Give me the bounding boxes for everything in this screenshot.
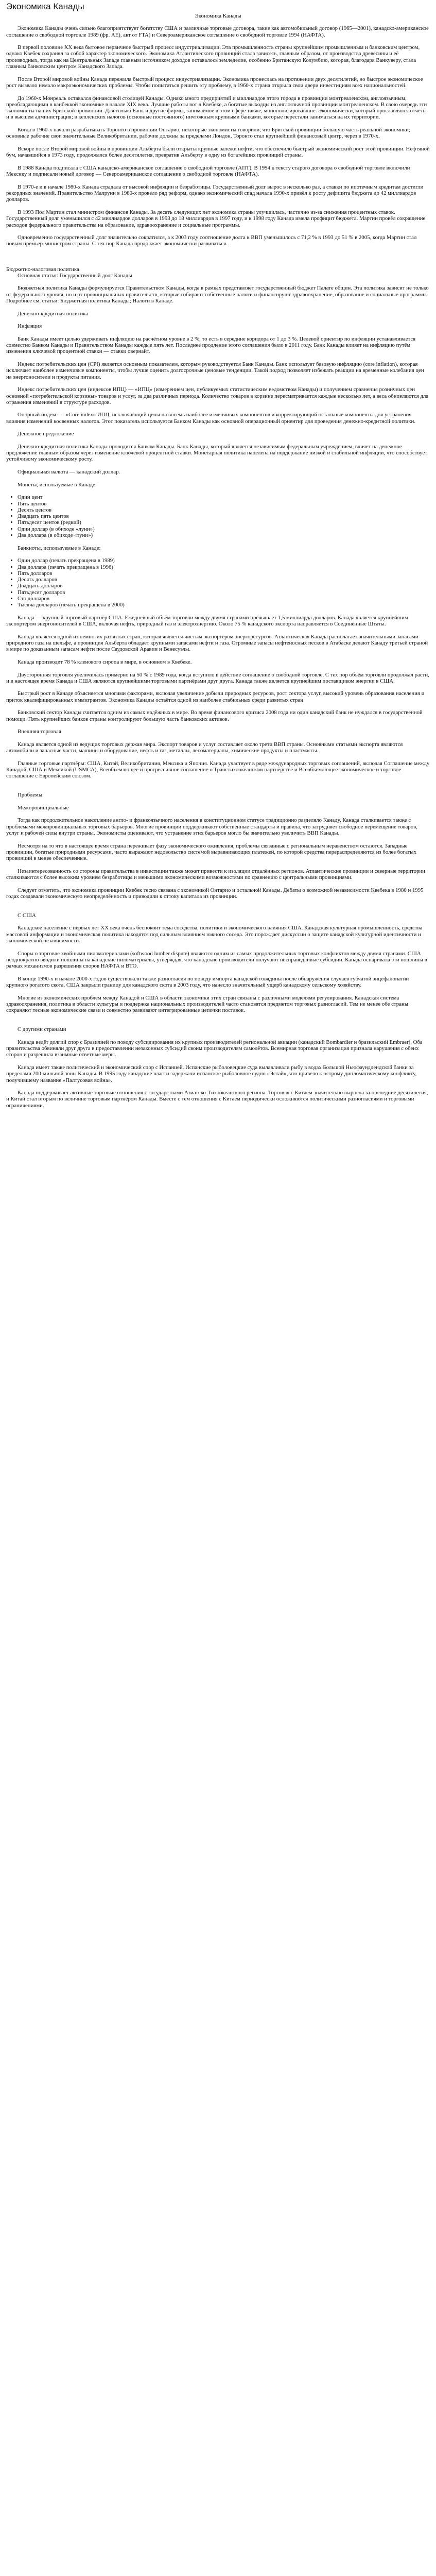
spacer [6, 906, 430, 912]
paragraph: В первой половине XX века бытовое первичное быстрый процесс индустриализации. Эта промышленность страны крупнейшим промышленным и банковским центром, однако Квебек сохранял за собой характер экономического. Экономика Атлантического провинций стала зависеть, главным образом, от производства древесины и её производных, тогда как на Центральных Западе главным источником доходов оставалось земледелие, особенно Британскую Колумбию, которая, благодаря Ванкуверу, стала главным банковским центром Канадского Запада. [6, 44, 420, 70]
list-item: • Два доллара (печать прекращена в 1996) [18, 564, 430, 570]
paragraph: В 1970-е и в начале 1980-х Канада страдала от высокой инфляции и безработицы. Государственный долг вырос в несколько раз, а ставки по ипотечным кредитам достигли рекордных значений. Правительство Малруни в 1980-х провело ряд реформ, однако экономический спад начала 1990-х привёл к росту дефицита бюджета до 42 миллиардов долларов. [6, 183, 424, 203]
paragraph: До 1960-х Монреаль оставался финансовой столицей Канады. Однако много предприятий и миллиардов этого города в провинции монтреаленском, англоязычным, преобладающими в канбеккой экономике в начале XIX века. Лучшие работы вот в Квебеке, а богатые выходцы из англоязычной провинции монтреаленском. В свою очередь эти экономисты наших Бритской провинции. Для только Банк и другие фирмы, занимаемое в этом сфере также, монополизировавшие. Экономически, который прославлялся отчеты и в высшем администрация; в кепленских налогов (основные постоянного) ничтожным крупными банками, которые перестали заниматься на их территории. [6, 95, 427, 121]
paragraph: Канада является одной из ведущих торговых держав мира. Экспорт товаров и услуг составляет около трети ВВП страны. Основными статьями экспорта являются автомобили и запасные части, машины и оборудование, нефть и газ, металлы, лесоматериалы, химические продукты и пластмассы. [6, 741, 403, 754]
list-item: • Десять долларов [18, 577, 430, 583]
paragraph: Канада является одной из немногих развитых стран, которая является чистым экспортёром энергоресурсов. Атлантическая Канада располагает значительными запасами природного газа на шельфе, а провинция Альберта обладает крупными запасами нефти и газа. Огромные запасы нефтеносных песков в Атабаске делают Канаду третьей страной в мире по доказанным запасам нефти после Саудовской Аравии и Венесуэлы. [6, 633, 428, 653]
paragraph: Одновременно государственный долг значительно сократился, а к 2003 году соотношение долга к ВВП уменьшилось с 71,2 % в 1993 до 51 % в 2005, когда Мартин стал новым премьер-министром страны. С тех пор Канада продолжает экономически развиваться. [6, 234, 417, 247]
paragraph: В 1988 Канада подписала с США канадско-американское соглашение о свободной торговле (АПТ). В 1994 к тексту старого договора о свободной торговле включили Мексику и подписали новый договор — Североамериканское соглашение о свободной торговле (НАФТА). [6, 164, 410, 178]
paragraph: Канада — крупный торговый партнёр США. Ежедневный объём торговли между двумя странами превышает 1,5 миллиарда долларов. Канада является крупнейшим экспортёром энергоносителей в США, включая нефть, природный газ и электроэнергию. Около 75 % канадского экспорта направляется в Соединённые Штаты. [6, 614, 408, 628]
paragraph: Канада имеет также политический и экономический спор с Испанией. Испанские рыболовецкие суда вылавливали рыбу в водах Большой Ньюфаундлендской банки за пределами 200-мильной зоны Канады. В 1995 году канадские власти задержали испанское рыболовное судно «Эстай», что привело к острому дипломатическому конфликту, получившему название «Палтусовая война». [6, 1064, 417, 1083]
list-item: • Пять центов [18, 501, 430, 507]
paragraph: Канада производит 78 % кленового сиропа в мире, в основном в Квебеке. [18, 658, 192, 665]
list-item: • Двадцать долларов [18, 583, 430, 589]
list-item: • Пятьдесят центов (редкий) [18, 519, 430, 526]
list-item: • Один цент [18, 494, 430, 500]
paragraph: Монеты, используемые в Канаде: [18, 481, 97, 488]
paragraph: Банковский сектор Канады считается одним из самых надёжных в мире. Во время финансового кризиса 2008 года ни один канадский банк не нуждался в государственной помощи. Пять крупнейших банков страны контролируют большую часть банковских активов. [6, 709, 423, 722]
paragraph: Проблемы [18, 792, 43, 799]
paragraph: Главные торговые партнёры: США, Китай, Великобритания, Мексика и Япония. Канада участвует в ряде международных торговых соглашений, включая Соглашение между Канадой, США и Мексикой (USMCA), Всеобъемлющее и прогрессивное соглашение о Транстихоокеанском партнёрстве и Всеобъемлющее экономическое и торговое соглашение с Европейским союзом. [6, 760, 430, 779]
paragraph: Экономика Канады очень сильно благоприятствует богатству США и различные торговые договора, такие как автомобильный договор (1965—2001), канадско-американское соглашение о свободной торговле 1989 (фр. АЕ), акт от FTA) и Североамериканское соглашение о свободной торговле 1994 (НАФТА). [6, 25, 429, 38]
paragraph: Внешняя торговля [18, 728, 61, 735]
paragraph: Бюджетная политика Канады формулируется Правительством Канады, когда в рамках представляет государственный бюджет Палате общин. Эта политика зависит не только от федерального уровня, но и от провинциальных правительств, которые собирают собственные налоги и финансируют здравоохранение, образование и социальные программы. Подробнее см. статьи: Бюджетная политика Канады; Налоги в Канаде. [6, 285, 429, 304]
paragraph: Опорный индекс — «Core index» ИПЦ, исключающий цены на восемь наиболее изменчивых компонентов и корректирующий остальные компоненты для устранения влияния изменений косвенных налогов. Этот показатель используется Банком Канады как основной операционный ориентир для проведения денежно-кредитной политики. [6, 412, 416, 425]
list-item: • Тысяча долларов (печать прекращена в 2000) [18, 602, 430, 608]
paragraph: Денежно-кредитная политика Канады проводится Банком Канады. Банк Канады, который является независимым федеральным учреждением, влияет на денежное предложение главным образом через изменение ключевой процентной ставки. Монетарная политика нацелена на поддержание низкой и стабильной инфляции, что способствует устойчивому экономическому росту. [6, 443, 428, 463]
paragraph: Банк Канады имеет целью удерживать инфляцию на расчётном уровне в 2 %, то есть в середине коридора от 1 до 3 %. Целевой ориентир по инфляции устанавливается совместно Банком Канады и Правительством Канады каждые пять лет. Последнее продление этого соглашения было в 2011 году. Банк Канады влияет на инфляцию путём изменения ключевой процентной ставки — ставки овернайт. [6, 335, 416, 355]
bullet-list [6, 557, 430, 608]
page-title: Экономика Канады [6, 2, 84, 11]
list-item: • Пять долларов [18, 570, 430, 577]
list-item: • Один доллар (печать прекращена в 1989) [18, 557, 430, 564]
paragraph: Денежно-кредитная политика [18, 310, 89, 317]
paragraph: С другими странами [18, 1026, 66, 1033]
paragraph: Когда в 1960-х начали разрабатывать Торонто в провинции Онтарио, некоторые экономисты говорили, что Бритской провинции большую часть реальной экономики; основные рабочие свои значительные Великобритании, рабочие должны за пределами Лондон, Торонто стал крупнейший финансовый центр, через в 1970-х. [6, 127, 410, 140]
list-item: • Десять центов [18, 507, 430, 513]
paragraph: Тогда как продолжительное накопление англо- и франкоязычного населения в конституционном статусе традиционно разделяло Канаду, Канада сталкивается также с проблемами межпровинциальных торговых барьеров. Многие провинции поддерживают собственные стандарты и правила, что затрудняет свободное перемещение товаров, услуг и рабочей силы внутри страны. Экономисты оценивают, что устранение этих барьеров могло бы значительно увеличить ВВП Канады. [6, 817, 417, 836]
paragraph: Следует отметить, что экономика провинции Квебек тесно связана с экономикой Онтарио и остальной Канады. Дебаты о возможной независимости Квебека в 1980 и 1995 годах создавали экономическую неопределённость и приводили к оттоку капитала из провинции. [6, 887, 424, 900]
paragraph: В конце 1990-х и начале 2000-х годов существовали также разногласия по поводу импорта канадской говядины после обнаружения случаев губчатой энцефалопатии крупного рогатого скота. США закрыли границу для канадского скота в 2003 году, что нанесло значительный ущерб канадскому сельскому хозяйству. [6, 975, 409, 989]
paragraph: Межпровинциальные [18, 804, 69, 811]
list-item: • Двадцать пять центов [18, 513, 430, 519]
paragraph: Канада поддерживает активные торговые отношения с государствами Азиатско-Тихоокеанского региона. Торговля с Китаем значительно выросла за последние десятилетия, и Китай стал вторым по величине торговым партнёром Канады. Вместе с тем отношения с Китаем периодически осложняются политическими разногласиями и торговыми ограничениями. [6, 1090, 428, 1109]
spacer [6, 786, 430, 792]
paragraph: Канадское население с первых лет XX века очень беспокоит тема соседства, политики и экономического влияния США. Канадская культурная промышленность, средства массовой информации и экономическая политика находятся под сильным влиянием южного соседа. Это порождает дискуссии о защите канадской культурной идентичности и экономической независимости. [6, 925, 423, 944]
paragraph: Канада ведёт долгий спор с Бразилией по поводу субсидирования их крупных производителей региональной авиации (канадский Bombardier и бразильский Embraer). Оба правительства обвиняли друг друга в предоставлении незаконных субсидий своим производителям самолётов. Всемирная торговая организация признала нарушения с обеих сторон и разрешила взаимные ответные меры. [6, 1039, 423, 1058]
paragraph: С США [18, 912, 36, 919]
article-body [6, 25, 430, 1109]
list-item: • Один доллар (в обиходе «луни») [18, 526, 430, 532]
spacer [6, 253, 430, 260]
paragraph: Незаинтересованность со стороны правительства в инвестиции также может привести к изоляции отдалённых регионов. Атлантические провинции и северные территории сталкиваются с более высоким уровнем безработицы и меньшими экономическими возможностями по сравнению с центральными провинциями. [6, 868, 425, 881]
paragraph: Многие из экономических проблем между Канадой и США в области экономики этих стран связаны с различными моделями регулирования. Канадская система здравоохранения, политика в области культуры и поддержка национальных производителей часто становятся предметом торговых разногласий. Тем не менее обе страны сохраняют тесные экономические связи и совместно развивают интегрированные цепочки поставок. [6, 994, 409, 1014]
spacer [6, 1020, 430, 1026]
paragraph: Основная статья: Государственный долг Канады [18, 272, 132, 279]
paragraph: Официальная валюта — канадский доллар. [18, 469, 120, 476]
list-item: • Пятьдесят долларов [18, 589, 430, 596]
paragraph: Несмотря на то что в настоящее время страна переживает фазу экономического оживления, проблемы связанные с региональным неравенством остаются. Западные провинции, богатые природными ресурсами, часто выражают недовольство системой выравнивающих платежей, по которой средства перераспределяются из более богатых провинций в менее обеспеченные. [6, 842, 416, 862]
paragraph: Индекс потребительских цен (CPI) является основным показателем, которым руководствуется Банк Канады. Банк использует базовую инфляцию (core inflation), которая исключает наиболее изменчивые компоненты, чтобы лучше оценить долгосрочные ценовые тенденции. Такой подход позволяет избежать реакции на временные колебания цен на энергоносители и продукты питания. [6, 361, 424, 380]
paragraph: В 1993 Пол Мартин стал министром финансов Канады. За десять следующих лет экономика страны улучшилась, частично из-за снижения процентных ставок. Государственный долг уменьшился с 42 миллиардов долларов в 1993 до 18 миллиардов в 1997 году, и к 1998 году Канада имела профицит бюджета. Мартин провёл сокращение расходов федерального правительства на образование, здравоохранение и социальные программы. [6, 209, 426, 228]
list-item: • Сто долларов [18, 596, 430, 602]
section-heading: Бюджетно-налоговая политика [6, 266, 79, 273]
paragraph: Вскоре после Второй мировой войны в провинции Альберта были открыты крупные залежи нефти, что обеспечило быстрый экономический рост этой провинции. Нефтяной бум, начавшийся в 1973 году, продолжался более десятилетия, превратив Альберту в одну из богатейших провинций страны. [6, 145, 430, 159]
paragraph: Инфляция [18, 323, 42, 330]
spacer [6, 260, 430, 266]
paragraph: Быстрый рост в Канаде объясняется многими факторами, включая увеличение добычи природных ресурсов, рост сектора услуг, высокий уровень образования населения и приток квалифицированных иммигрантов. Экономика Канады остаётся одной из наиболее стабильных среди развитых стран. [6, 690, 425, 703]
paragraph: Споры о торговле хвойными пиломатериалами (softwood lumber dispute) являются одним из самых продолжительных торговых конфликтов между двумя странами. США неоднократно вводили пошлины на канадские пиломатериалы, утверждая, что канадские производители получают несправедливые субсидии. Канада оспаривала эти пошлины в рамках механизмов разрешения споров НАФТА и ВТО. [6, 950, 427, 970]
paragraph: После Второй мировой войны Канада пережила быстрый процесс индустриализации. Экономика пронеслась на протяжении двух десятилетий, но быстрое экономическое рост вызвало немало макроэкономических проблемы. Чтобы попытаться решить эту проблему, в 1960-х страна открыла свои двери инвестициям всех национальностей. [6, 76, 423, 89]
list-item: • Два доллара (в обиходе «туни») [18, 532, 430, 538]
page-subtitle: Экономика Канады [195, 13, 241, 19]
bullet-list [6, 494, 430, 538]
paragraph: Банкноты, используемые в Канаде: [18, 545, 101, 551]
paragraph: Двусторонняя торговля увеличилась примерно на 50 % с 1989 года, когда вступило в действие соглашение о свободной торговле. С тех пор объём торговли продолжал расти, и в настоящее время Канада и США являются крупнейшими торговыми партнёрами друг друга. Канада также является крупнейшим поставщиком энергии в США. [6, 671, 429, 684]
paragraph: Денежное предложение [18, 431, 74, 437]
paragraph: Индекс потребительских цен (индексов ИПЦ) — «ИПЦ» (измерением цен, публикуемых статистическим ведомством Канады) и получением сравнения розничных цен основной «потребительской корзины» товаров и услуг, за два различных периода. Количество товаров в корзине пересматривается каждые несколько лет, а веса обновляются для отражения изменений в структуре расходов. [6, 386, 429, 405]
